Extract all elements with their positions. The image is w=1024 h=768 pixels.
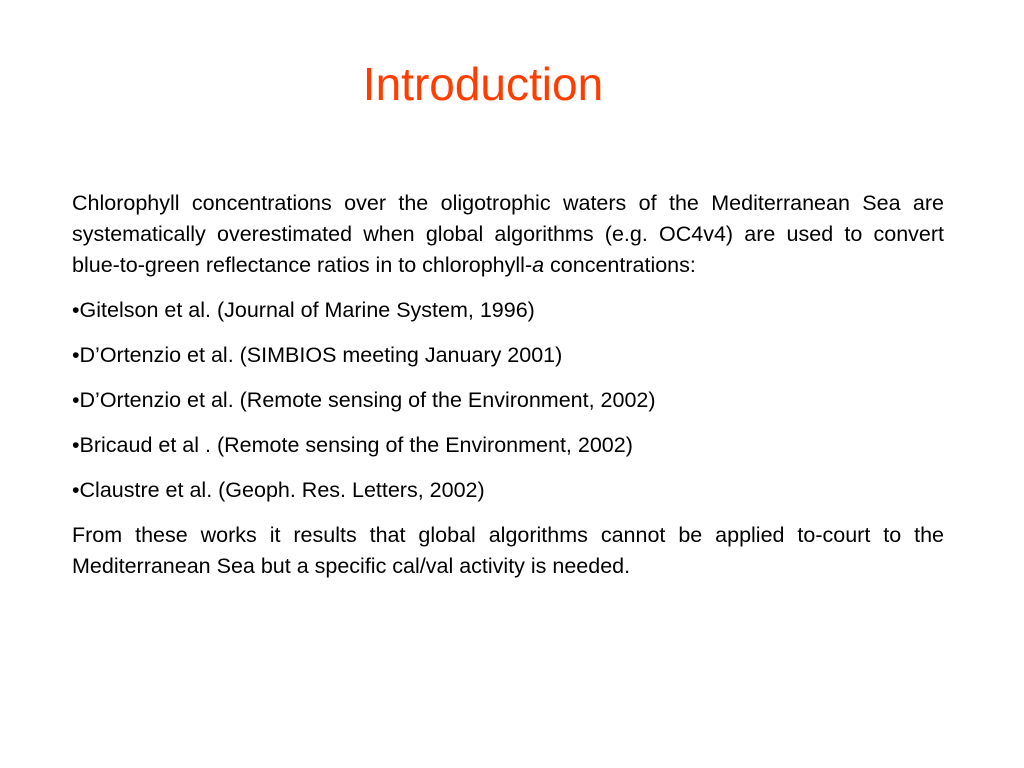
intro-text: Chlorophyll concentrations over the oligotrophic waters of the Mediterranean Sea are systematically overestimated when global algorithms (e.g. OC4v4) are used to convert blue-to-green reflectance ratios in to chlorophyll- — [72, 191, 944, 277]
reference-item: •D’Ortenzio et al. (Remote sensing of the Environment, 2002) — [72, 388, 656, 412]
reference-item: •D’Ortenzio et al. (SIMBIOS meeting January 2001) — [72, 343, 563, 367]
intro-italic-a: a — [532, 253, 545, 277]
slide-body — [72, 188, 944, 582]
slide-title: Introduction — [362, 58, 604, 110]
intro-paragraph — [72, 188, 944, 281]
reference-item: •Claustre et al. (Geoph. Res. Letters, 2002) — [72, 478, 485, 502]
conclusion-paragraph: From these works it results that global algorithms cannot be applied to-court to the Mediterranean Sea but a specific cal/val activity is needed. — [72, 523, 944, 578]
reference-item: •Gitelson et al. (Journal of Marine System, 1996) — [72, 298, 535, 322]
reference-item: •Bricaud et al . (Remote sensing of the Environment, 2002) — [72, 433, 633, 457]
intro-text-end: concentrations: — [544, 253, 696, 277]
